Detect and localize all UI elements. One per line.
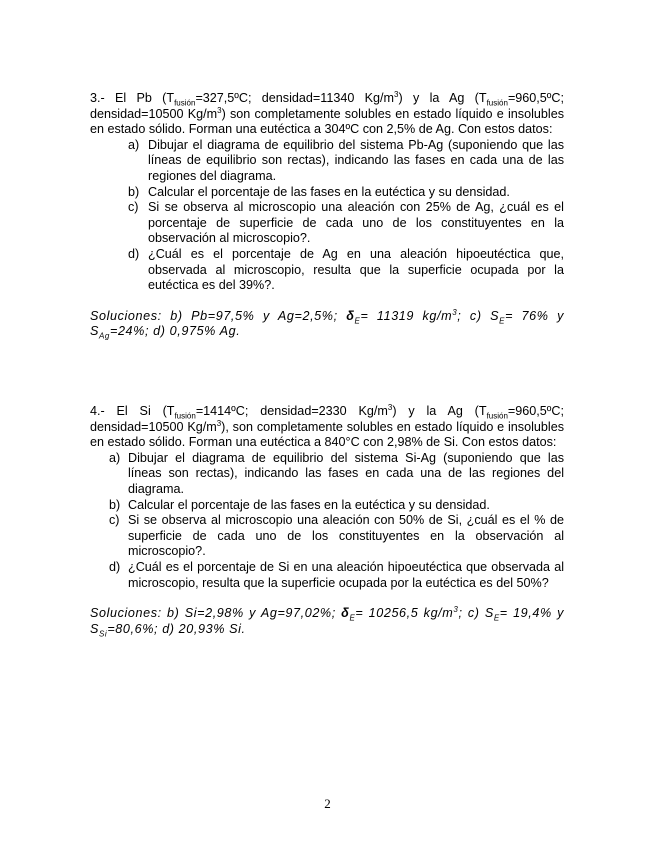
problem-3-item-b	[90, 185, 564, 201]
problem-4	[90, 404, 564, 637]
item-text: Si se observa al microscopio una aleación con 50% de Si, ¿cuál es el % de superficie de cada uno de los constituyentes en la observación al microscopio?.	[128, 513, 564, 559]
problem-4-statement: 4.- El Si ($T_{fusión}=1414ºC$; densidad=2330 $Kg/m^3$) y la Ag ($T_{fusión}=960,5ºC$; densidad=10500 $Kg/m^3$), son completamente solubles en estado líquido e insolubles en estado sólido. Forman una eutéctica a 840°C con 2,98% de Si. Con estos datos:	[90, 402, 564, 450]
item-label: c)	[128, 200, 139, 215]
item-text: Calcular el porcentaje de las fases en la eutéctica y su densidad.	[148, 184, 510, 199]
problem-4-item-d	[90, 560, 564, 591]
problem-3	[90, 91, 564, 340]
item-label: c)	[109, 513, 120, 528]
item-text: ¿Cuál es el porcentaje de Si en una aleación hipoeutéctica que observada al microscopio, resulta que la superficie ocupada por la eutéctica es del 50%?	[128, 559, 564, 590]
problem-4-item-a	[90, 451, 564, 498]
item-label: a)	[109, 450, 121, 465]
problem-4-solutions: Soluciones: b) Si=2,98% y Ag=97,02%; $\delta_E= 10256,5$ $kg/m^3$; c) $S_E= 19,4\%$ y $S_{Si}=80,6\%$; d) 20,93% Si.	[90, 604, 564, 639]
problem-3-item-d	[90, 247, 564, 294]
problem-4-items	[90, 451, 564, 591]
item-text: Dibujar el diagrama de equilibrio del sistema Pb-Ag (suponiendo que las líneas de equilibrio son rectas), indicando las fases en cada una de las regiones del diagrama.	[148, 137, 564, 183]
item-text: Calcular el porcentaje de las fases en la eutéctica y su densidad.	[128, 497, 490, 512]
item-text: ¿Cuál es el porcentaje de Ag en una aleación hipoeutéctica que, observada al microscopio, resulta que la superficie ocupada por la eutéctica es del 39%?.	[148, 246, 564, 293]
item-label: d)	[109, 559, 121, 574]
item-text: Si se observa al microscopio una aleación con 25% de Ag, ¿cuál es el porcentaje de superficie de cada uno de los constituyentes en la observación al microscopio?.	[148, 200, 564, 246]
problem-4-item-b	[90, 498, 564, 514]
problem-3-statement: 3.- El Pb ($T_{fusión}=327,5ºC$; densidad=11340 $Kg/m^3$) y la Ag ($T_{fusión}=960,5ºC$; densidad=10500 $Kg/m^3$) son completamente solubles en estado líquido e insolubles en estado sólido. Forman una eutéctica a 304ºC con 2,5% de Ag. Con estos datos:	[90, 89, 565, 137]
problem-4-item-c	[90, 513, 564, 560]
item-label: b)	[109, 497, 121, 512]
problem-3-solutions: Soluciones: b) Pb=97,5% y Ag=2,5%; $\delta_E= 11319$ $kg/m^3$; c) $S_E= 76\%$ y $S_{Ag}=24\%$; d) 0,975% Ag.	[90, 307, 564, 341]
item-label: d)	[128, 246, 140, 261]
item-text: Dibujar el diagrama de equilibrio del sistema Si-Ag (suponiendo que las líneas son rectas), indicando las fases en cada una de las regiones del diagrama.	[128, 450, 564, 496]
problem-3-item-a	[90, 138, 564, 185]
page-number: 2	[324, 796, 331, 811]
problem-3-items	[90, 138, 564, 294]
problem-3-item-c	[90, 200, 564, 247]
item-label: a)	[128, 137, 140, 152]
item-label: b)	[128, 184, 140, 199]
